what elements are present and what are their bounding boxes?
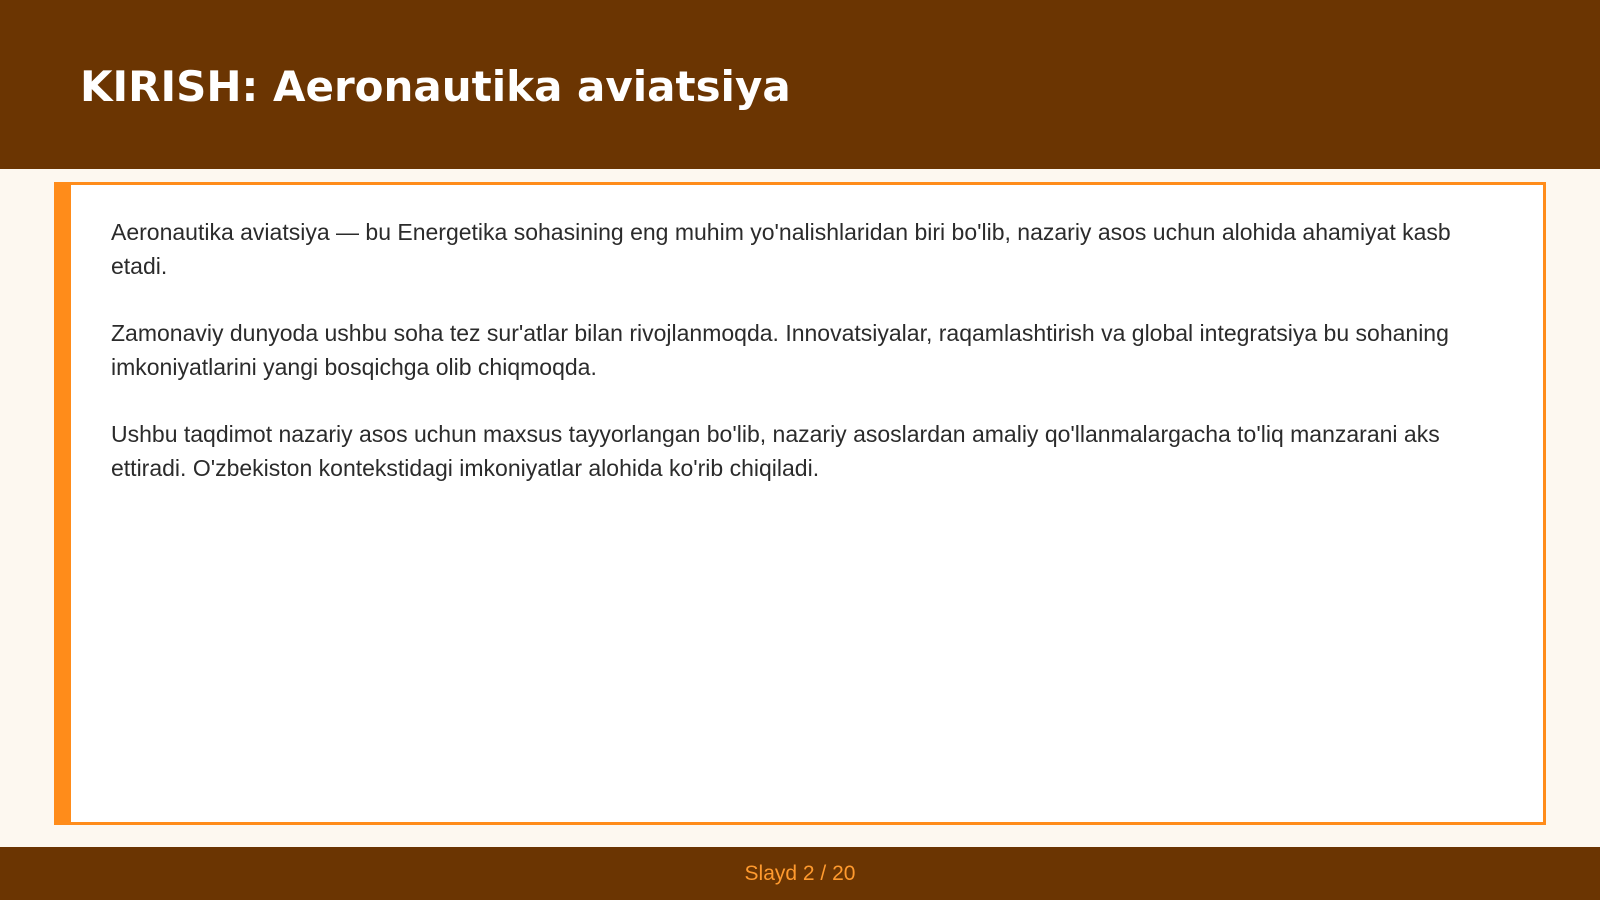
paragraph-list (111, 215, 1511, 518)
paragraph-intro: Aeronautika aviatsiya — bu Energetika sohasining eng muhim yo'nalishlaridan biri bo'lib, nazariy asos uchun alohida ahamiyat kasb etadi. (111, 219, 1451, 279)
slide-header (0, 0, 1600, 169)
paragraph-purpose: Ushbu taqdimot nazariy asos uchun maxsus tayyorlangan bo'lib, nazariy asoslardan amaliy qo'llanmalargacha to'liq manzarani aks ettiradi. O'zbekiston kontekstidagi imkoniyatlar alohida ko'rib chiqiladi. (111, 421, 1440, 481)
slide-title: KIRISH: Aeronautika aviatsiya (80, 62, 791, 111)
slide-footer (0, 847, 1600, 900)
paragraph-development: Zamonaviy dunyoda ushbu soha tez sur'atlar bilan rivojlanmoqda. Innovatsiyalar, raqamlashtirish va global integratsiya bu sohaning imkoniyatlarini yangi bosqichga olib chiqmoqda. (111, 320, 1449, 380)
slide-counter: Slayd 2 / 20 (744, 862, 856, 885)
content-panel (54, 182, 1546, 825)
